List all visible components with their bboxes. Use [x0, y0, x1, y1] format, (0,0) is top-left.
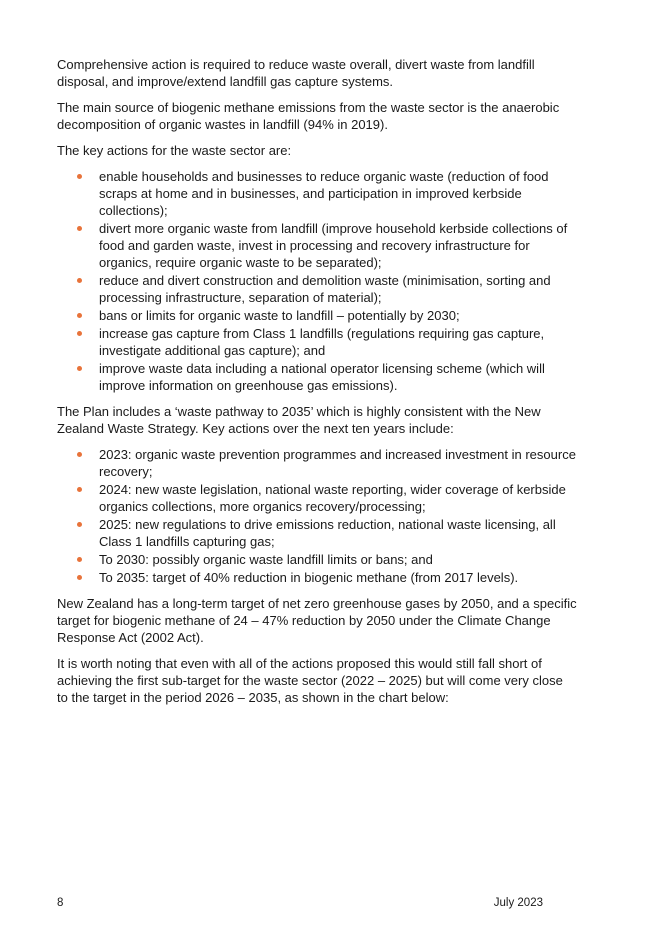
- list-item-text: reduce and divert construction and demolition waste (minimisation, sorting and processing infrastructure, separation of material);: [99, 273, 551, 305]
- bullet-dot-icon: [77, 522, 82, 527]
- bullet-dot-icon: [77, 487, 82, 492]
- paragraph-methane-source: The main source of biogenic methane emissions from the waste sector is the anaerobic decomposition of organic wastes in landfill (94% in 2019).: [57, 100, 560, 132]
- page-number: 8: [57, 897, 64, 909]
- bullet-dot-icon: [77, 174, 82, 179]
- list-item-text: 2024: new waste legislation, national waste reporting, wider coverage of kerbside organics collections, more organics recovery/processing;: [99, 482, 566, 514]
- list-item: [57, 516, 577, 550]
- list-item-text: increase gas capture from Class 1 landfills (regulations requiring gas capture, investigate additional gas capture); and: [99, 326, 545, 358]
- pathway-actions-list: [57, 446, 577, 586]
- paragraph-nz-targets: New Zealand has a long-term target of net zero greenhouse gases by 2050, and a specific target for biogenic methane of 24 – 47% reduction by 2050 under the Climate Change Response Act (2002 Act).: [57, 596, 577, 645]
- key-actions-list: [57, 168, 577, 394]
- bullet-dot-icon: [77, 366, 82, 371]
- bullet-dot-icon: [77, 226, 82, 231]
- list-item: [57, 446, 577, 480]
- bullet-dot-icon: [77, 313, 82, 318]
- list-item-text: divert more organic waste from landfill (improve household kerbside collections of food and garden waste, invest in processing and recovery infrastructure for organics, require organic waste to be separated);: [99, 221, 568, 270]
- list-item-text: bans or limits for organic waste to landfill – potentially by 2030;: [99, 308, 460, 323]
- list-item: [57, 220, 577, 271]
- list-item: [57, 551, 577, 568]
- paragraph-key-actions-intro: The key actions for the waste sector are:: [57, 143, 292, 158]
- list-item: [57, 481, 577, 515]
- bullet-dot-icon: [77, 452, 82, 457]
- list-item-text: 2023: organic waste prevention programmes and increased investment in resource recovery;: [99, 447, 576, 479]
- list-item: [57, 307, 577, 324]
- bullet-dot-icon: [77, 278, 82, 283]
- list-item: [57, 168, 577, 219]
- list-item-text: enable households and businesses to reduce organic waste (reduction of food scraps at home and in businesses, and participation in improved kerbside collections);: [99, 169, 549, 218]
- list-item-text: 2025: new regulations to drive emissions reduction, national waste licensing, all Class 1 landfills capturing gas;: [99, 517, 556, 549]
- list-item: [57, 325, 577, 359]
- bullet-dot-icon: [77, 575, 82, 580]
- paragraph-waste-pathway: The Plan includes a ‘waste pathway to 2035’ which is highly consistent with the New Zealand Waste Strategy. Key actions over the next ten years include:: [57, 404, 541, 436]
- paragraph-intro: Comprehensive action is required to reduce waste overall, divert waste from landfill disposal, and improve/extend landfill gas capture systems.: [57, 57, 535, 89]
- list-item-text: To 2035: target of 40% reduction in biogenic methane (from 2017 levels).: [99, 570, 519, 585]
- bullet-dot-icon: [77, 557, 82, 562]
- paragraph-sub-target-note: It is worth noting that even with all of the actions proposed this would still fall short of achieving the first sub-target for the waste sector (2022 – 2025) but will come very close to the target in the period 2026 – 2035, as shown in the chart below:: [57, 656, 563, 705]
- list-item: [57, 569, 577, 586]
- footer-date: July 2023: [493, 897, 543, 909]
- list-item-text: To 2030: possibly organic waste landfill limits or bans; and: [99, 552, 433, 567]
- page-body: [57, 56, 577, 715]
- list-item: [57, 272, 577, 306]
- list-item-text: improve waste data including a national operator licensing scheme (which will improve information on greenhouse gas emissions).: [99, 361, 545, 393]
- list-item: [57, 360, 577, 394]
- bullet-dot-icon: [77, 331, 82, 336]
